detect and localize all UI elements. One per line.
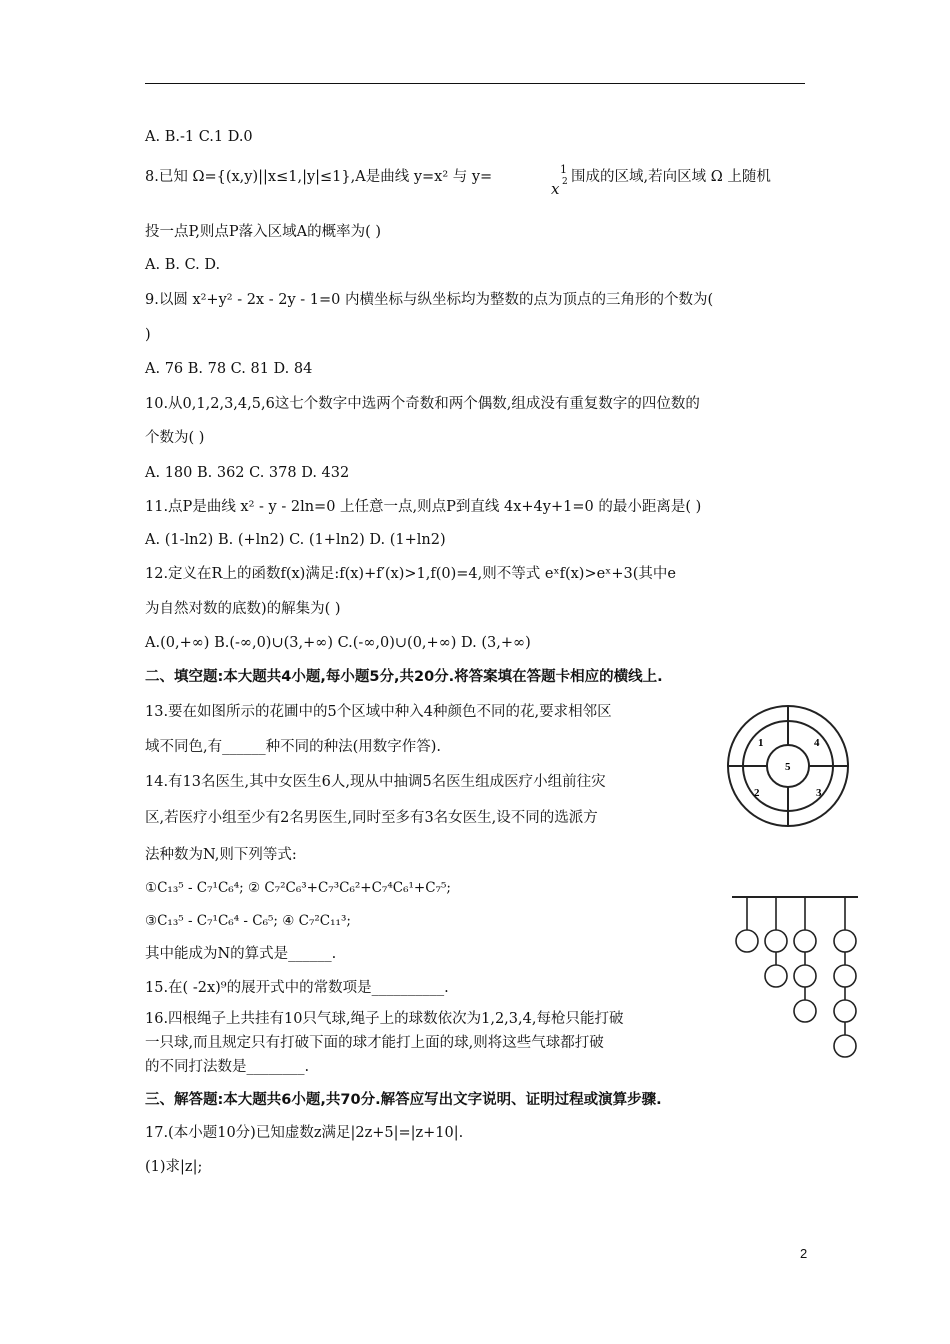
q9-stem-end: ) xyxy=(145,327,151,343)
q8-stem-part1: 8.已知 Ω={(x,y)||x≤1,|y|≤1},A是曲线 y=x² 与 y= xyxy=(145,169,493,185)
section-3-heading: 三、解答题:本大题共6小题,共70分.解答应写出文字说明、证明过程或演算步骤. xyxy=(145,1092,662,1108)
region-3-label: 3 xyxy=(816,787,822,799)
q16-stem-line3: 的不同打法数是________. xyxy=(145,1059,310,1075)
region-5-label: 5 xyxy=(785,761,791,773)
region-4-label: 4 xyxy=(814,737,820,749)
q9-stem: 9.以圆 x²+y² - 2x - 2y - 1=0 内横坐标与纵坐标均为整数的点为顶点的三角形的个数为( xyxy=(145,292,714,308)
q10-stem: 10.从0,1,2,3,4,5,6这七个数字中选两个奇数和两个偶数,组成没有重复数字的四位数的 xyxy=(145,396,700,412)
q16-stem: 16.四根绳子上共挂有10只气球,绳子上的球数依次为1,2,3,4,每枪只能打破 xyxy=(145,1011,624,1027)
header-rule xyxy=(145,83,805,84)
q14-stem-line2: 区,若医疗小组至少有2名男医生,同时至多有3名女医生,设不同的选派方 xyxy=(145,810,598,826)
q8-options: A. B. C. D. xyxy=(145,257,221,273)
fraction-exponent: 2 xyxy=(562,177,568,187)
q13-stem-line2: 域不同色,有______种不同的种法(用数字作答). xyxy=(145,739,442,755)
q14-question: 其中能成为N的算式是______. xyxy=(145,946,337,962)
q12-stem-line2: 为自然对数的底数)的解集为( ) xyxy=(145,601,341,617)
q10-options: A. 180 B. 362 C. 378 D. 432 xyxy=(145,465,350,481)
page-number: 2 xyxy=(800,1246,808,1261)
q14-formulas-1: ①C₁₃⁵ - C₇¹C₆⁴; ② C₇²C₆³+C₇³C₆²+C₇⁴C₆¹+C₇⁵; xyxy=(145,880,451,896)
q16-stem-line2: 一只球,而且规定只有打破下面的球才能打上面的球,则将这些气球都打破 xyxy=(145,1035,604,1051)
garden-diagram xyxy=(724,702,852,830)
q17-part1: (1)求|z|; xyxy=(145,1159,203,1175)
section-2-heading: 二、填空题:本大题共4小题,每小题5分,共20分.将答案填在答题卡相应的横线上. xyxy=(145,669,663,685)
fraction-numerator: 1 xyxy=(560,163,567,176)
q12-options: A.(0,+∞) B.(-∞,0)∪(3,+∞) C.(-∞,0)∪(0,+∞) D. (3,+∞) xyxy=(145,635,531,651)
region-2-label: 2 xyxy=(754,787,760,799)
q7-options: A. B.-1 C.1 D.0 xyxy=(145,129,253,145)
q11-options: A. (1-ln2) B. (+ln2) C. (1+ln2) D. (1+ln2) xyxy=(145,532,446,548)
q14-stem-line3: 法种数为N,则下列等式: xyxy=(145,847,297,863)
q8-stem-line2: 投一点P,则点P落入区域A的概率为( ) xyxy=(145,224,382,240)
q14-formulas-2: ③C₁₃⁵ - C₇¹C₆⁴ - C₆⁵; ④ C₇²C₁₁³; xyxy=(145,913,351,929)
q15-stem: 15.在( -2x)⁹的展开式中的常数项是__________. xyxy=(145,980,449,996)
q9-options: A. 76 B. 78 C. 81 D. 84 xyxy=(145,361,313,377)
q8-stem-part2: 围成的区域,若向区域 Ω 上随机 xyxy=(571,169,771,185)
region-1-label: 1 xyxy=(758,737,764,749)
q13-stem: 13.要在如图所示的花圃中的5个区域中种入4种颜色不同的花,要求相邻区 xyxy=(145,704,612,720)
balloons-diagram xyxy=(728,890,862,1072)
q11-stem: 11.点P是曲线 x² - y - 2ln=0 上任意一点,则点P到直线 4x+4y+1=0 的最小距离是( ) xyxy=(145,499,702,515)
q10-stem-line2: 个数为( ) xyxy=(145,430,205,446)
q12-stem: 12.定义在R上的函数f(x)满足:f(x)+f′(x)>1,f(0)=4,则不等式 eˣf(x)>eˣ+3(其中e xyxy=(145,566,676,582)
q17-stem: 17.(本小题10分)已知虚数z满足|2z+5|=|z+10|. xyxy=(145,1125,464,1141)
q14-stem: 14.有13名医生,其中女医生6人,现从中抽调5名医生组成医疗小组前往灾 xyxy=(145,774,606,790)
fraction-denominator: x xyxy=(551,180,560,198)
